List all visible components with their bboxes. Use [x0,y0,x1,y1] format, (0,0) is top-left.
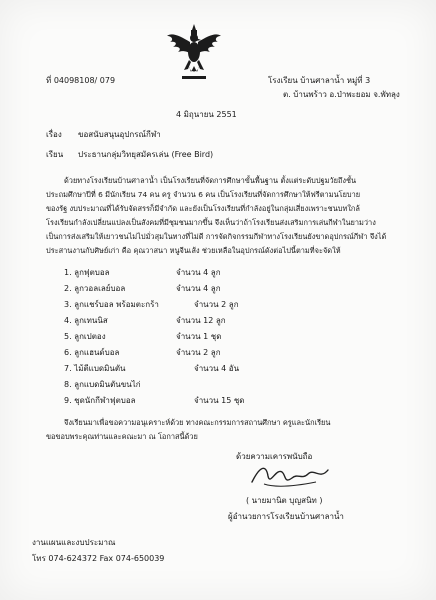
school-address-line-1: โรงเรียน บ้านศาลาน้ำ หมู่ที่ 3 [268,76,371,85]
list-item-quantity: จำนวน 2 ลูก [176,348,221,357]
list-item-quantity: จำนวน 4 อัน [194,364,240,373]
subject-text: ขอสนับสนุนอุปกรณ์กีฬา [78,130,161,139]
closing-line: ขอขอบพระคุณท่านและคณะมา ณ โอกาสนี้ด้วย [46,432,198,441]
garuda-emblem-icon [166,22,222,82]
list-item-quantity: จำนวน 12 ลูก [176,316,226,325]
document-number: ที่ 04098108/ 079 [46,76,116,85]
list-item-name: 4. ลูกเทนนิส [64,316,108,325]
body-line: ประถมศึกษาปีที่ 6 มีนักเรียน 74 คน ครู จำนวน 6 คน เป็นโรงเรียนที่จัดการศึกษาให้ฟรีตามนโยบาย [46,190,361,199]
list-item-name: 1. ลูกฟุตบอล [64,268,110,277]
list-item-quantity: จำนวน 4 ลูก [176,284,221,293]
salutation-label: เรียน [46,150,64,159]
list-item-name: 6. ลูกแฮนด์บอล [64,348,120,357]
list-item-name: 2. ลูกวอลเลย์บอล [64,284,126,293]
salutation-text: ประธานกลุ่มวิทยุสมัครเล่น (Free Bird) [78,150,214,159]
list-item-name: 5. ลูกเปตอง [64,332,106,341]
body-line: เป็นการส่งเสริมให้เยาวชนไม่ไปมั่วสุมในทางที่ไม่ดี การจัดกิจกรรมกีฬาทางโรงเรียนยังขาดอุปกรณ์กีฬา จึงได้ [46,232,387,241]
school-address-line-2: ต. บ้านพร้าว อ.ป่าพะยอม จ.พัทลุง [283,90,400,99]
body-line: ประสานงานกับศิษย์เก่า คือ คุณวาสนา หนูจีนเส้ง ช่วยเหลือในอุปกรณ์ดังต่อไปนี้ตามที่จะจัดให้ [46,246,341,255]
body-line: ด้วยทางโรงเรียนบ้านศาลาน้ำ เป็นโรงเรียนที่จัดการศึกษาขั้นพื้นฐาน ตั้งแต่ระดับปฐมวัยถึงชั้น [64,176,357,185]
letter-date: 4 มิถุนายน 2551 [176,110,237,119]
list-item-name: 3. ลูกแชร์บอล พร้อมตะกร้า [64,300,159,309]
list-item-name: 9. ชุดนักกีฬาฟุตบอล [64,396,136,405]
regards-text: ด้วยความเคารพนับถือ [236,452,313,461]
body-line: โรงเรียนกำลังเปลี่ยนแปลงเป็นสังคมที่มีชุมชนมากขึ้น จึงเห็นว่าถ้าโรงเรียนส่งเสริมการเล่นกีฬาในยามว่าง [46,218,376,227]
signatory-name: ( นายมานิต บุญสนิท ) [246,496,323,505]
list-item-quantity: จำนวน 15 ชุด [194,396,245,405]
subject-label: เรื่อง [46,130,62,139]
list-item-name: 8. ลูกแบดมินตันขนไก่ [64,380,141,389]
department-name: งานแผนและงบประมาณ [32,538,116,547]
signatory-position: ผู้อำนวยการโรงเรียนบ้านศาลาน้ำ [228,512,344,521]
contact-phone: โทร 074-624372 Fax 074-650039 [32,554,165,563]
list-item-quantity: จำนวน 1 ชุด [176,332,222,341]
handwritten-signature-icon [246,458,332,492]
body-line: ของรัฐ งบประมาณที่ได้รับจัดสรรก็มีจำกัด และยังเป็นโรงเรียนที่กำลังอยู่ในกลุ่มเสี่ยงเพราะชนบทใกล้ [46,204,360,213]
list-item-quantity: จำนวน 2 ลูก [194,300,239,309]
list-item-quantity: จำนวน 4 ลูก [176,268,221,277]
closing-line: จึงเรียนมาเพื่อขอความอนุเคราะห์ด้วย ทางคณะกรรมการสถานศึกษา ครูและนักเรียน [64,418,331,427]
list-item-name: 7. ไม้ตีแบดมินตัน [64,364,126,373]
